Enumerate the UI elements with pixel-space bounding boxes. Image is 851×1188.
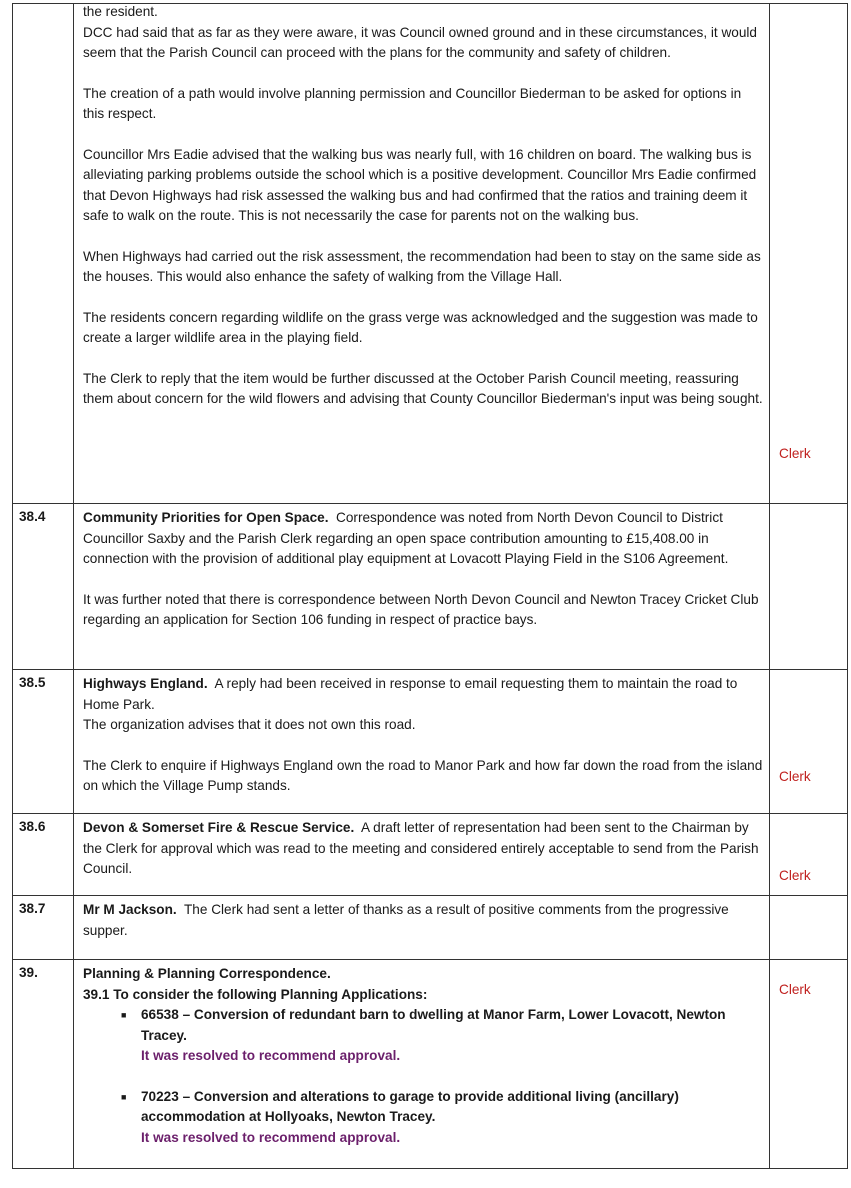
item-text: The Clerk had sent a letter of thanks as a result of positive comments from the progressive supper. bbox=[83, 902, 733, 938]
application-text: 66538 – Conversion of redundant barn to dwelling at Manor Farm, Lower Lovacott, Newton Tracey. bbox=[141, 1007, 726, 1043]
list-item bbox=[83, 1087, 763, 1149]
item-body-cell bbox=[74, 814, 770, 896]
paragraph: The Clerk to enquire if Highways England own the road to Manor Park and how far down the road from the island on which the Village Pump stands. bbox=[83, 757, 763, 793]
item-heading: Community Priorities for Open Space. bbox=[83, 510, 329, 525]
paragraph bbox=[83, 508, 763, 570]
list-item bbox=[83, 1005, 763, 1067]
item-number: 39. bbox=[13, 960, 74, 1169]
action-label: Clerk bbox=[779, 982, 811, 997]
item-heading: Highways England. bbox=[83, 676, 208, 691]
action-cell bbox=[770, 670, 848, 814]
action-label: Clerk bbox=[779, 868, 811, 883]
table-row bbox=[13, 960, 848, 1169]
bullet-icon: ■ bbox=[121, 1010, 127, 1020]
item-text: A draft letter of representation had been sent to the Chairman by the Clerk for approval which was read to the meeting and considered entirely acceptable to send from the Parish Council. bbox=[83, 820, 763, 876]
application-text: 70223 – Conversion and alterations to garage to provide additional living (ancillary) accommodation at Hollyoaks, Newton Tracey. bbox=[141, 1088, 679, 1124]
item-number: 38.6 bbox=[13, 814, 74, 896]
paragraph bbox=[83, 900, 763, 941]
action-cell bbox=[770, 814, 848, 896]
item-body-cell bbox=[74, 670, 770, 814]
action-label: Clerk bbox=[779, 769, 811, 784]
paragraph: The creation of a path would involve planning permission and Councillor Biederman to be asked for options in this respect. bbox=[83, 85, 742, 121]
paragraph: The residents concern regarding wildlife on the grass verge was acknowledged and the suggestion was made to create a larger wildlife area in the playing field. bbox=[83, 309, 758, 345]
item-number: 38.5 bbox=[13, 670, 74, 814]
paragraph: The Clerk to reply that the item would be further discussed at the October Parish Council meeting, reassuring them about concern for the wild flowers and advising that County Councillor Biederman's input was being sought. bbox=[83, 370, 763, 406]
item-number: 38.4 bbox=[13, 504, 74, 670]
item-heading: Mr M Jackson. bbox=[83, 902, 177, 917]
action-cell bbox=[770, 960, 848, 1169]
action-cell bbox=[770, 4, 848, 504]
item-number-cell bbox=[13, 4, 74, 504]
action-cell bbox=[770, 896, 848, 960]
action-cell bbox=[770, 504, 848, 670]
item-body-cell bbox=[74, 4, 770, 504]
item-body-cell bbox=[74, 960, 770, 1169]
minutes-table bbox=[12, 3, 848, 1169]
item-text: A reply had been received in response to email requesting them to maintain the road to Home Park. The organization advises that it does not own this road. bbox=[83, 676, 738, 732]
paragraph: the resident. DCC had said that as far as they were aware, it was Council owned ground and in these circumstances, it would seem that the Parish Council can proceed with the plans for the community and safety of children. bbox=[83, 4, 757, 60]
paragraph: It was further noted that there is correspondence between North Devon Council and Newton Tracey Cricket Club regarding an application for Section 106 funding in respect of practice bays. bbox=[83, 591, 759, 627]
subheading: 39.1 To consider the following Planning Applications: bbox=[83, 986, 428, 1002]
table-row bbox=[13, 814, 848, 896]
paragraph bbox=[83, 674, 763, 736]
table-row bbox=[13, 4, 848, 504]
item-body-cell bbox=[74, 504, 770, 670]
paragraph: Councillor Mrs Eadie advised that the walking bus was nearly full, with 16 children on board. The walking bus is alleviating parking problems outside the school which is a positive development. Councillor Mrs Eadie confirmed that Devon Highways had risk assessed the walking bus and had confirmed that the ratios and training deem it safe to walk on the route. This is not necessarily the case for parents not on the walking bus. bbox=[83, 146, 757, 223]
bullet-icon: ■ bbox=[121, 1091, 127, 1102]
item-heading: Planning & Planning Correspondence. bbox=[83, 966, 331, 981]
table-row bbox=[13, 670, 848, 814]
action-label: Clerk bbox=[779, 446, 811, 461]
table-row bbox=[13, 504, 848, 670]
item-number: 38.7 bbox=[13, 896, 74, 960]
item-text: Correspondence was noted from North Devon Council to District Councillor Saxby and the Parish Clerk regarding an open space contribution amounting to £15,408.00 in connection with the provision of additional play equipment at Lovacott Playing Field in the S106 Agreement. bbox=[83, 510, 729, 566]
item-heading: Devon & Somerset Fire & Rescue Service. bbox=[83, 820, 355, 835]
item-body-cell bbox=[74, 896, 770, 960]
paragraph: When Highways had carried out the risk assessment, the recommendation had been to stay on the same side as the houses. This would also enhance the safety of walking from the Village Hall. bbox=[83, 248, 761, 284]
table-row bbox=[13, 896, 848, 960]
resolution-text: It was resolved to recommend approval. bbox=[141, 1048, 401, 1063]
paragraph bbox=[83, 818, 763, 880]
resolution-text: It was resolved to recommend approval. bbox=[141, 1129, 401, 1145]
